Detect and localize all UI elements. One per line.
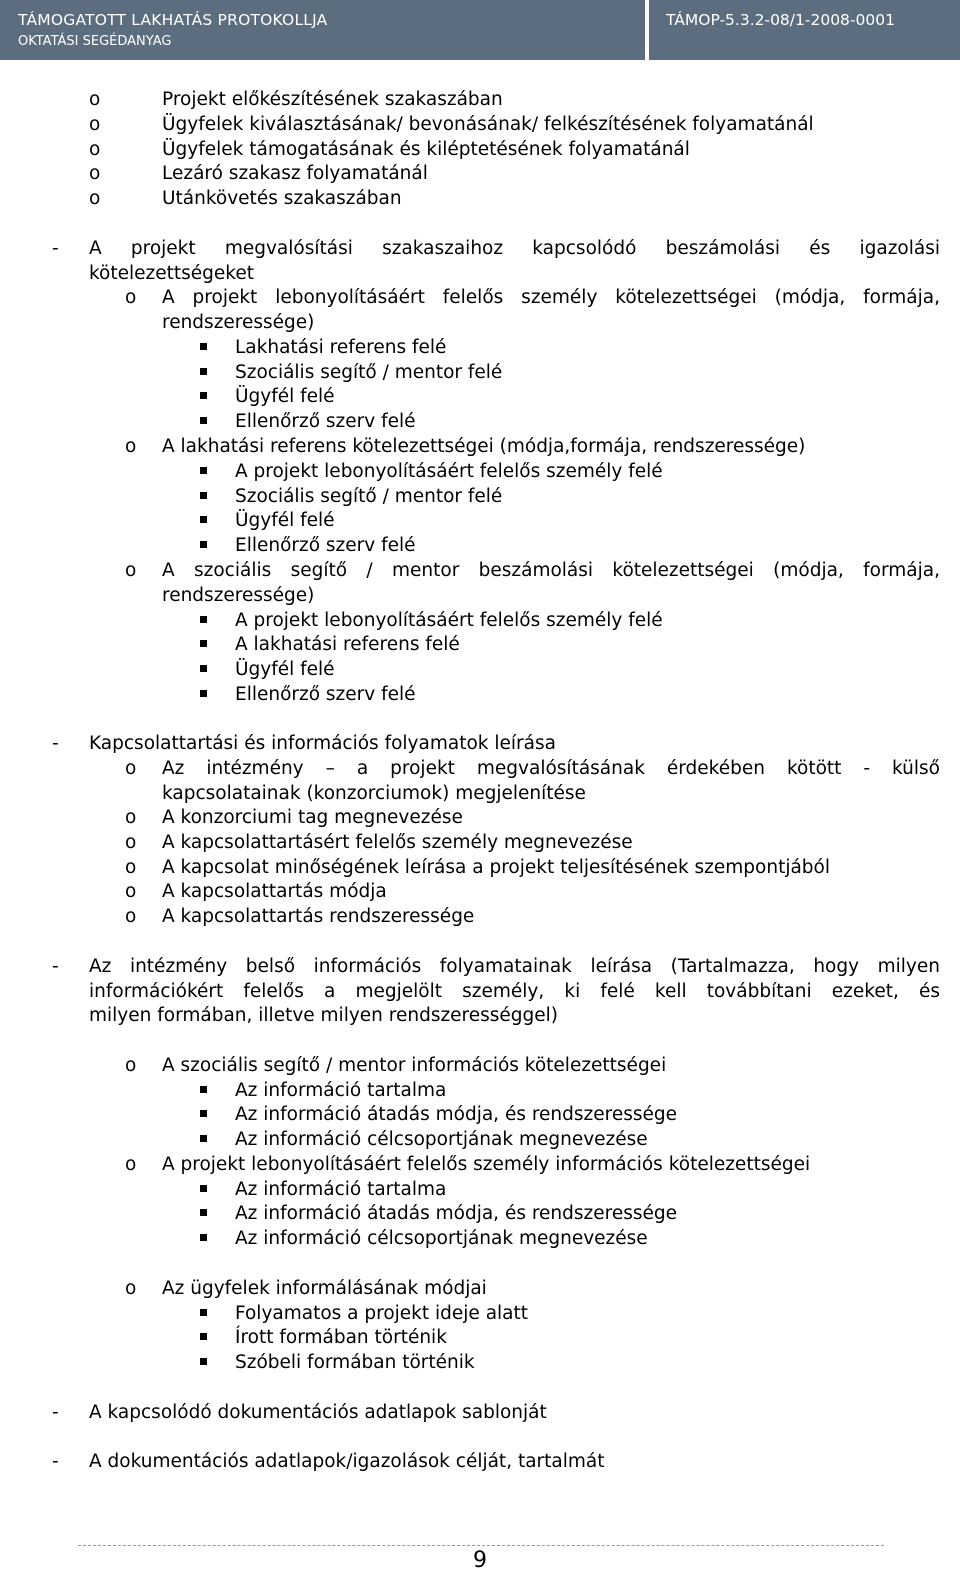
dash-bullet: - [52,238,59,259]
list-item: Az információ tartalma [235,1179,447,1200]
square-bullet [200,516,207,523]
dash-bullet: - [52,956,59,977]
square-bullet [200,343,207,350]
circle-bullet: o [89,139,101,160]
square-bullet [200,1135,207,1142]
subsection-heading: A projekt lebonyolításáért felelős személy kötelezettségei (módja, formája, [162,287,940,308]
list-item: Szociális segítő / mentor felé [235,362,503,383]
dash-bullet: - [52,1402,59,1423]
list-item-cont: kapcsolatainak (konzorciumok) megjelenítése [162,783,586,804]
header-left-panel [0,0,638,60]
circle-bullet: o [125,906,137,927]
square-bullet [200,690,207,697]
circle-bullet: o [125,807,137,828]
circle-bullet: o [125,436,137,457]
list-item: Írott formában történik [235,1327,447,1348]
list-item: Ügyfél felé [235,510,335,531]
list-item: Ügyfél felé [235,386,335,407]
circle-bullet: o [125,758,137,779]
list-item: Lakhatási referens felé [235,337,447,358]
circle-bullet: o [89,114,101,135]
list-item: A kapcsolattartás módja [162,881,387,902]
list-item: A projekt lebonyolításáért felelős személy felé [235,461,663,482]
square-bullet [200,1234,207,1241]
list-item: Ellenőrző szerv felé [235,411,416,432]
circle-bullet: o [89,188,101,209]
header-project-code: TÁMOP-5.3.2-08/1-2008-0001 [666,11,895,29]
list-item: Utánkövetés szakaszában [162,188,402,209]
header-title: TÁMOGATOTT LAKHATÁS PROTOKOLLJA [18,11,328,29]
list-item: A kapcsolat minőségének leírása a projekt teljesítésének szempontjából [162,857,831,878]
dash-bullet: - [52,1451,59,1472]
list-item: Az információ tartalma [235,1080,447,1101]
circle-bullet: o [89,163,101,184]
footer-rule [78,1545,884,1546]
list-item: Az információ átadás módja, és rendszeressége [235,1104,677,1125]
header-right-panel [650,0,960,60]
square-bullet [200,1309,207,1316]
header-separator [645,0,649,60]
circle-bullet: o [125,287,137,308]
page-number: 9 [473,1548,487,1573]
circle-bullet: o [125,857,137,878]
section-heading-cont: információkért felelős a megjelölt személy, ki felé kell továbbítani ezeket, és [89,981,940,1002]
square-bullet [200,368,207,375]
square-bullet [200,492,207,499]
subsection-heading-cont: rendszeressége) [162,312,315,333]
section-heading: Kapcsolattartási és információs folyamatok leírása [89,733,556,754]
page-header [0,0,960,60]
section-heading: A dokumentációs adatlapok/igazolások célját, tartalmát [89,1451,605,1472]
square-bullet [200,417,207,424]
circle-bullet: o [125,832,137,853]
subsection-heading-cont: rendszeressége) [162,585,315,606]
list-item: Lezáró szakasz folyamatánál [162,163,428,184]
square-bullet [200,640,207,647]
list-item: Szóbeli formában történik [235,1352,475,1373]
square-bullet [200,467,207,474]
list-item: Az intézmény – a projekt megvalósításának érdekében kötött - külső [162,758,940,779]
square-bullet [200,392,207,399]
circle-bullet: o [125,1278,137,1299]
square-bullet [200,541,207,548]
list-item: Ügyfelek kiválasztásának/ bevonásának/ felkészítésének folyamatánál [162,114,814,135]
square-bullet [200,665,207,672]
list-item: Ellenőrző szerv felé [235,535,416,556]
section-heading-cont: milyen formában, illetve milyen rendszerességgel) [89,1005,559,1026]
list-item: Projekt előkészítésének szakaszában [162,89,503,110]
subsection-heading: A lakhatási referens kötelezettségei (módja,formája, rendszeressége) [162,436,806,457]
circle-bullet: o [125,560,137,581]
subsection-heading: A szociális segítő / mentor beszámolási kötelezettségei (módja, formája, [162,560,940,581]
header-subtitle: OKTATÁSI SEGÉDANYAG [18,34,172,49]
section-heading: A kapcsolódó dokumentációs adatlapok sablonját [89,1402,547,1423]
square-bullet [200,1110,207,1117]
list-item: Az információ célcsoportjának megnevezése [235,1228,648,1249]
circle-bullet: o [125,881,137,902]
list-item: Ügyfelek támogatásának és kiléptetésének folyamatánál [162,139,690,160]
circle-bullet: o [89,89,101,110]
dash-bullet: - [52,733,59,754]
section-heading-cont: kötelezettségeket [89,263,254,284]
list-item: Folyamatos a projekt ideje alatt [235,1303,529,1324]
square-bullet [200,1333,207,1340]
list-item: Ellenőrző szerv felé [235,684,416,705]
square-bullet [200,1185,207,1192]
list-item: Ügyfél felé [235,659,335,680]
circle-bullet: o [125,1055,137,1076]
square-bullet [200,1209,207,1216]
list-item: Szociális segítő / mentor felé [235,486,503,507]
square-bullet [200,1086,207,1093]
list-item: Az információ átadás módja, és rendszeressége [235,1203,677,1224]
subsection-heading: Az ügyfelek informálásának módjai [162,1278,487,1299]
section-heading: Az intézmény belső információs folyamatainak leírása (Tartalmazza, hogy milyen [89,956,940,977]
circle-bullet: o [125,1154,137,1175]
list-item: A lakhatási referens felé [235,634,460,655]
subsection-heading: A projekt lebonyolításáért felelős személy információs kötelezettségei [162,1154,811,1175]
list-item: A kapcsolattartás rendszeressége [162,906,475,927]
section-heading: A projekt megvalósítási szakaszaihoz kapcsolódó beszámolási és igazolási [89,238,940,259]
list-item: A konzorciumi tag megnevezése [162,807,463,828]
square-bullet [200,616,207,623]
list-item: A kapcsolattartásért felelős személy megnevezése [162,832,633,853]
list-item: Az információ célcsoportjának megnevezése [235,1129,648,1150]
square-bullet [200,1358,207,1365]
subsection-heading: A szociális segítő / mentor információs kötelezettségei [162,1055,667,1076]
list-item: A projekt lebonyolításáért felelős személy felé [235,610,663,631]
